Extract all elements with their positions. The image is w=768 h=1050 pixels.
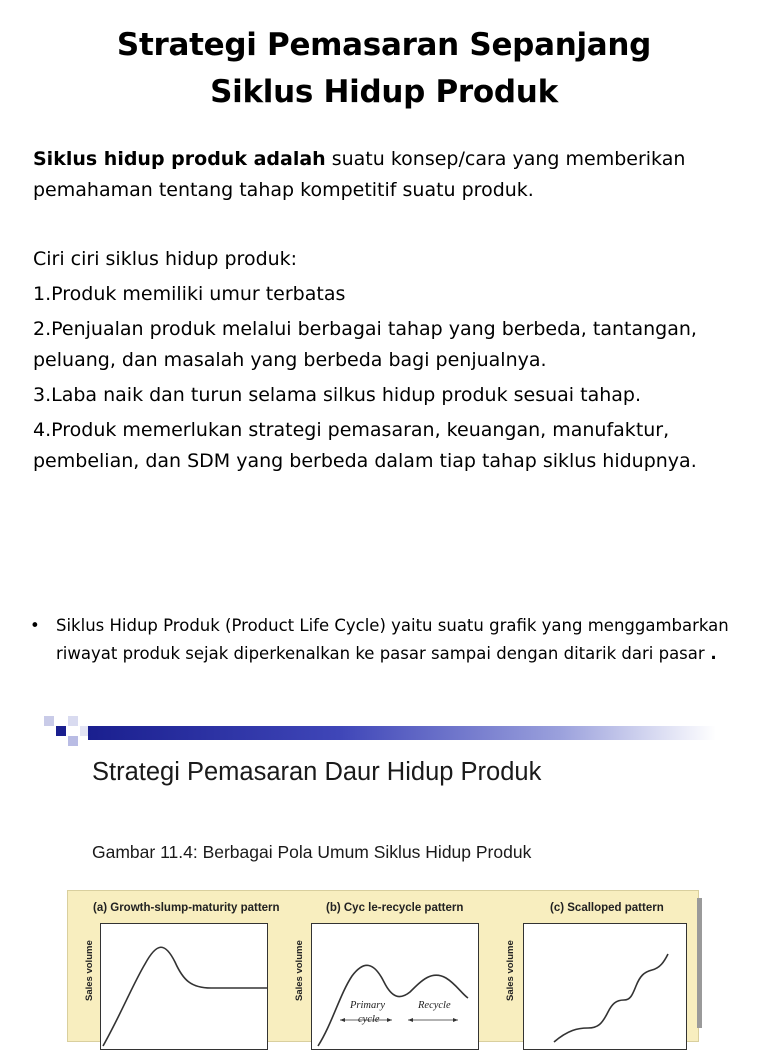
bullet-body: Siklus Hidup Produk (Product Life Cycle) yaitu suatu grafik yang menggambarkan riwayat produk sejak diperkenalkan ke pasar sampai dengan ditarik dari pasar [56,616,729,663]
panel-c-plot [523,923,687,1050]
decor-square [68,716,78,726]
bullet-icon: • [30,616,40,635]
figure-shadow [697,898,702,1028]
list-item: 3.Laba naik dan turun selama silkus hidup produk sesuai tahap. [33,384,641,406]
recycle-label: Recycle [418,1000,451,1011]
page-title [0,22,768,116]
list-item: 4.Produk memerlukan strategi pemasaran, keuangan, manufaktur, pembelian, dan SDM yang berbeda dalam tiap tahap siklus hidupnya. [33,419,697,472]
characteristics-heading: Ciri ciri siklus hidup produk: [33,248,298,270]
list-item: 2.Penjualan produk melalui berbagai tahap yang berbeda, tantangan, peluang, dan masalah yang berbeda bagi penjualnya. [33,318,697,371]
panel-c-ylabel: Sales volume [505,940,516,1001]
primary-cycle-label-2: cycle [358,1014,380,1025]
bullet-period: . [704,644,717,663]
panel-b-label: (b) Cyc le-recycle pattern [326,902,464,914]
panel-c-label: (c) Scalloped pattern [550,902,664,914]
panel-a-ylabel: Sales volume [84,940,95,1001]
intro-bold: Siklus hidup produk adalah [33,148,326,170]
slide-title: Strategi Pemasaran Daur Hidup Produk [92,758,542,786]
slide-header-bar [88,726,716,740]
decor-square [68,736,78,746]
intro-paragraph [33,144,743,206]
bullet-text [56,612,745,668]
intro-rest: suatu konsep/cara yang memberikan pemahaman tentang tahap kompetitif suatu produk. [33,148,686,201]
primary-cycle-label: Primary [350,1000,385,1011]
title-line-1: Strategi Pemasaran Sepanjang [116,27,652,63]
plc-patterns-figure [67,890,699,1042]
scalloped-curve [524,924,686,1049]
figure-caption: Gambar 11.4: Berbagai Pola Umum Siklus Hidup Produk [92,842,532,862]
panel-b-plot [311,923,479,1050]
panel-a-plot [100,923,268,1050]
growth-slump-maturity-curve [101,924,267,1049]
title-line-2: Siklus Hidup Produk [210,74,558,110]
list-item: 1.Produk memiliki umur terbatas [33,283,346,305]
panel-a-label: (a) Growth-slump-maturity pattern [93,902,280,914]
decor-square [44,716,54,726]
plc-definition-bullet [30,612,745,668]
characteristics-list [33,244,743,481]
decor-square [56,726,66,736]
panel-b-ylabel: Sales volume [294,940,305,1001]
cycle-recycle-curve [312,924,478,1049]
